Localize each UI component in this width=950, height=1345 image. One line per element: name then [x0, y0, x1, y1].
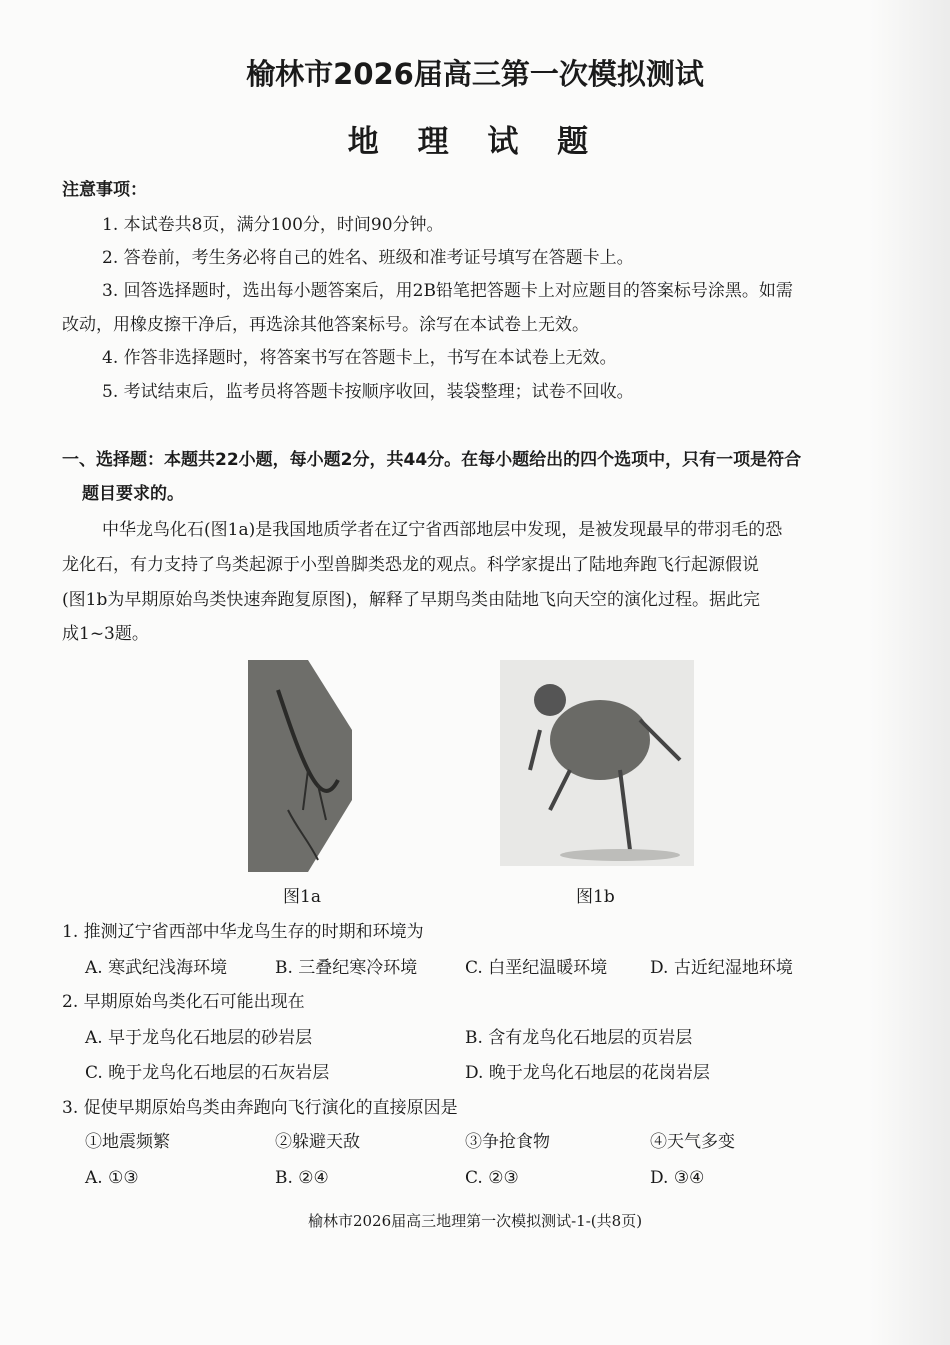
passage-line: (图1b为早期原始鸟类快速奔跑复原图)，解释了早期鸟类由陆地飞向天空的演化过程。据此完 — [62, 590, 760, 610]
passage-line: 成1~3题。 — [62, 624, 149, 644]
notice-heading: 注意事项： — [62, 180, 147, 200]
notice-item: 改动，用橡皮擦干净后，再选涂其他答案标号。涂写在本试卷上无效。 — [62, 315, 589, 335]
exam-title: 榆林市2026届高三第一次模拟测试 — [246, 57, 704, 91]
question-1-option-c: C. 白垩纪温暖环境 — [465, 958, 608, 978]
question-1-option-a: A. 寒武纪浅海环境 — [85, 958, 228, 978]
notice-item: 5. 考试结束后，监考员将答题卡按顺序收回，装袋整理；试卷不回收。 — [102, 382, 634, 402]
figure-1b-caption: 图1b — [576, 887, 615, 907]
question-3-option-c: C. ②③ — [465, 1168, 519, 1188]
notice-item: 1. 本试卷共8页，满分100分，时间90分钟。 — [102, 215, 444, 235]
page-footer: 榆林市2026届高三地理第一次模拟测试-1-(共8页) — [307, 1212, 643, 1230]
question-3-option-b: B. ②④ — [275, 1168, 329, 1188]
passage-line: 龙化石，有力支持了鸟类起源于小型兽脚类恐龙的观点。科学家提出了陆地奔跑飞行起源假说 — [62, 555, 759, 575]
question-3-option-d: D. ③④ — [650, 1168, 705, 1188]
notice-item: 3. 回答选择题时，选出每小题答案后，用2B铅笔把答题卡上对应题目的答案标号涂黑。如需 — [102, 281, 793, 301]
exam-subject: 地 理 试 题 — [347, 124, 603, 160]
question-3-item: ①地震频繁 — [85, 1132, 170, 1152]
question-2-option-b: B. 含有龙鸟化石地层的页岩层 — [465, 1028, 693, 1048]
question-3-item: ③争抢食物 — [465, 1132, 550, 1152]
question-1-stem: 1. 推测辽宁省西部中华龙鸟生存的时期和环境为 — [62, 922, 424, 942]
question-2-option-d: D. 晚于龙鸟化石地层的花岗岩层 — [465, 1063, 710, 1083]
figure-1a-fossil-image — [248, 660, 352, 872]
figure-1b-reconstruction-image — [500, 660, 694, 866]
question-1-option-b: B. 三叠纪寒冷环境 — [275, 958, 418, 978]
question-2-stem: 2. 早期原始鸟类化石可能出现在 — [62, 992, 305, 1012]
question-3-stem: 3. 促使早期原始鸟类由奔跑向飞行演化的直接原因是 — [62, 1098, 458, 1118]
passage-line: 中华龙鸟化石(图1a)是我国地质学者在辽宁省西部地层中发现，是被发现最早的带羽毛的恐 — [102, 520, 783, 540]
notice-item: 2. 答卷前，考生务必将自己的姓名、班级和准考证号填写在答题卡上。 — [102, 248, 634, 268]
question-1-option-d: D. 古近纪湿地环境 — [650, 958, 793, 978]
section-heading: 题目要求的。 — [82, 484, 184, 504]
question-3-item: ②躲避天敌 — [275, 1132, 360, 1152]
figure-1a-caption: 图1a — [283, 887, 321, 907]
question-3-item: ④天气多变 — [650, 1132, 735, 1152]
question-3-option-a: A. ①③ — [85, 1168, 139, 1188]
section-heading: 一、选择题：本题共22小题，每小题2分，共44分。在每小题给出的四个选项中，只有一项是符合 — [62, 450, 802, 470]
question-2-option-a: A. 早于龙鸟化石地层的砂岩层 — [85, 1028, 313, 1048]
notice-item: 4. 作答非选择题时，将答案书写在答题卡上，书写在本试卷上无效。 — [102, 348, 617, 368]
question-2-option-c: C. 晚于龙鸟化石地层的石灰岩层 — [85, 1063, 330, 1083]
